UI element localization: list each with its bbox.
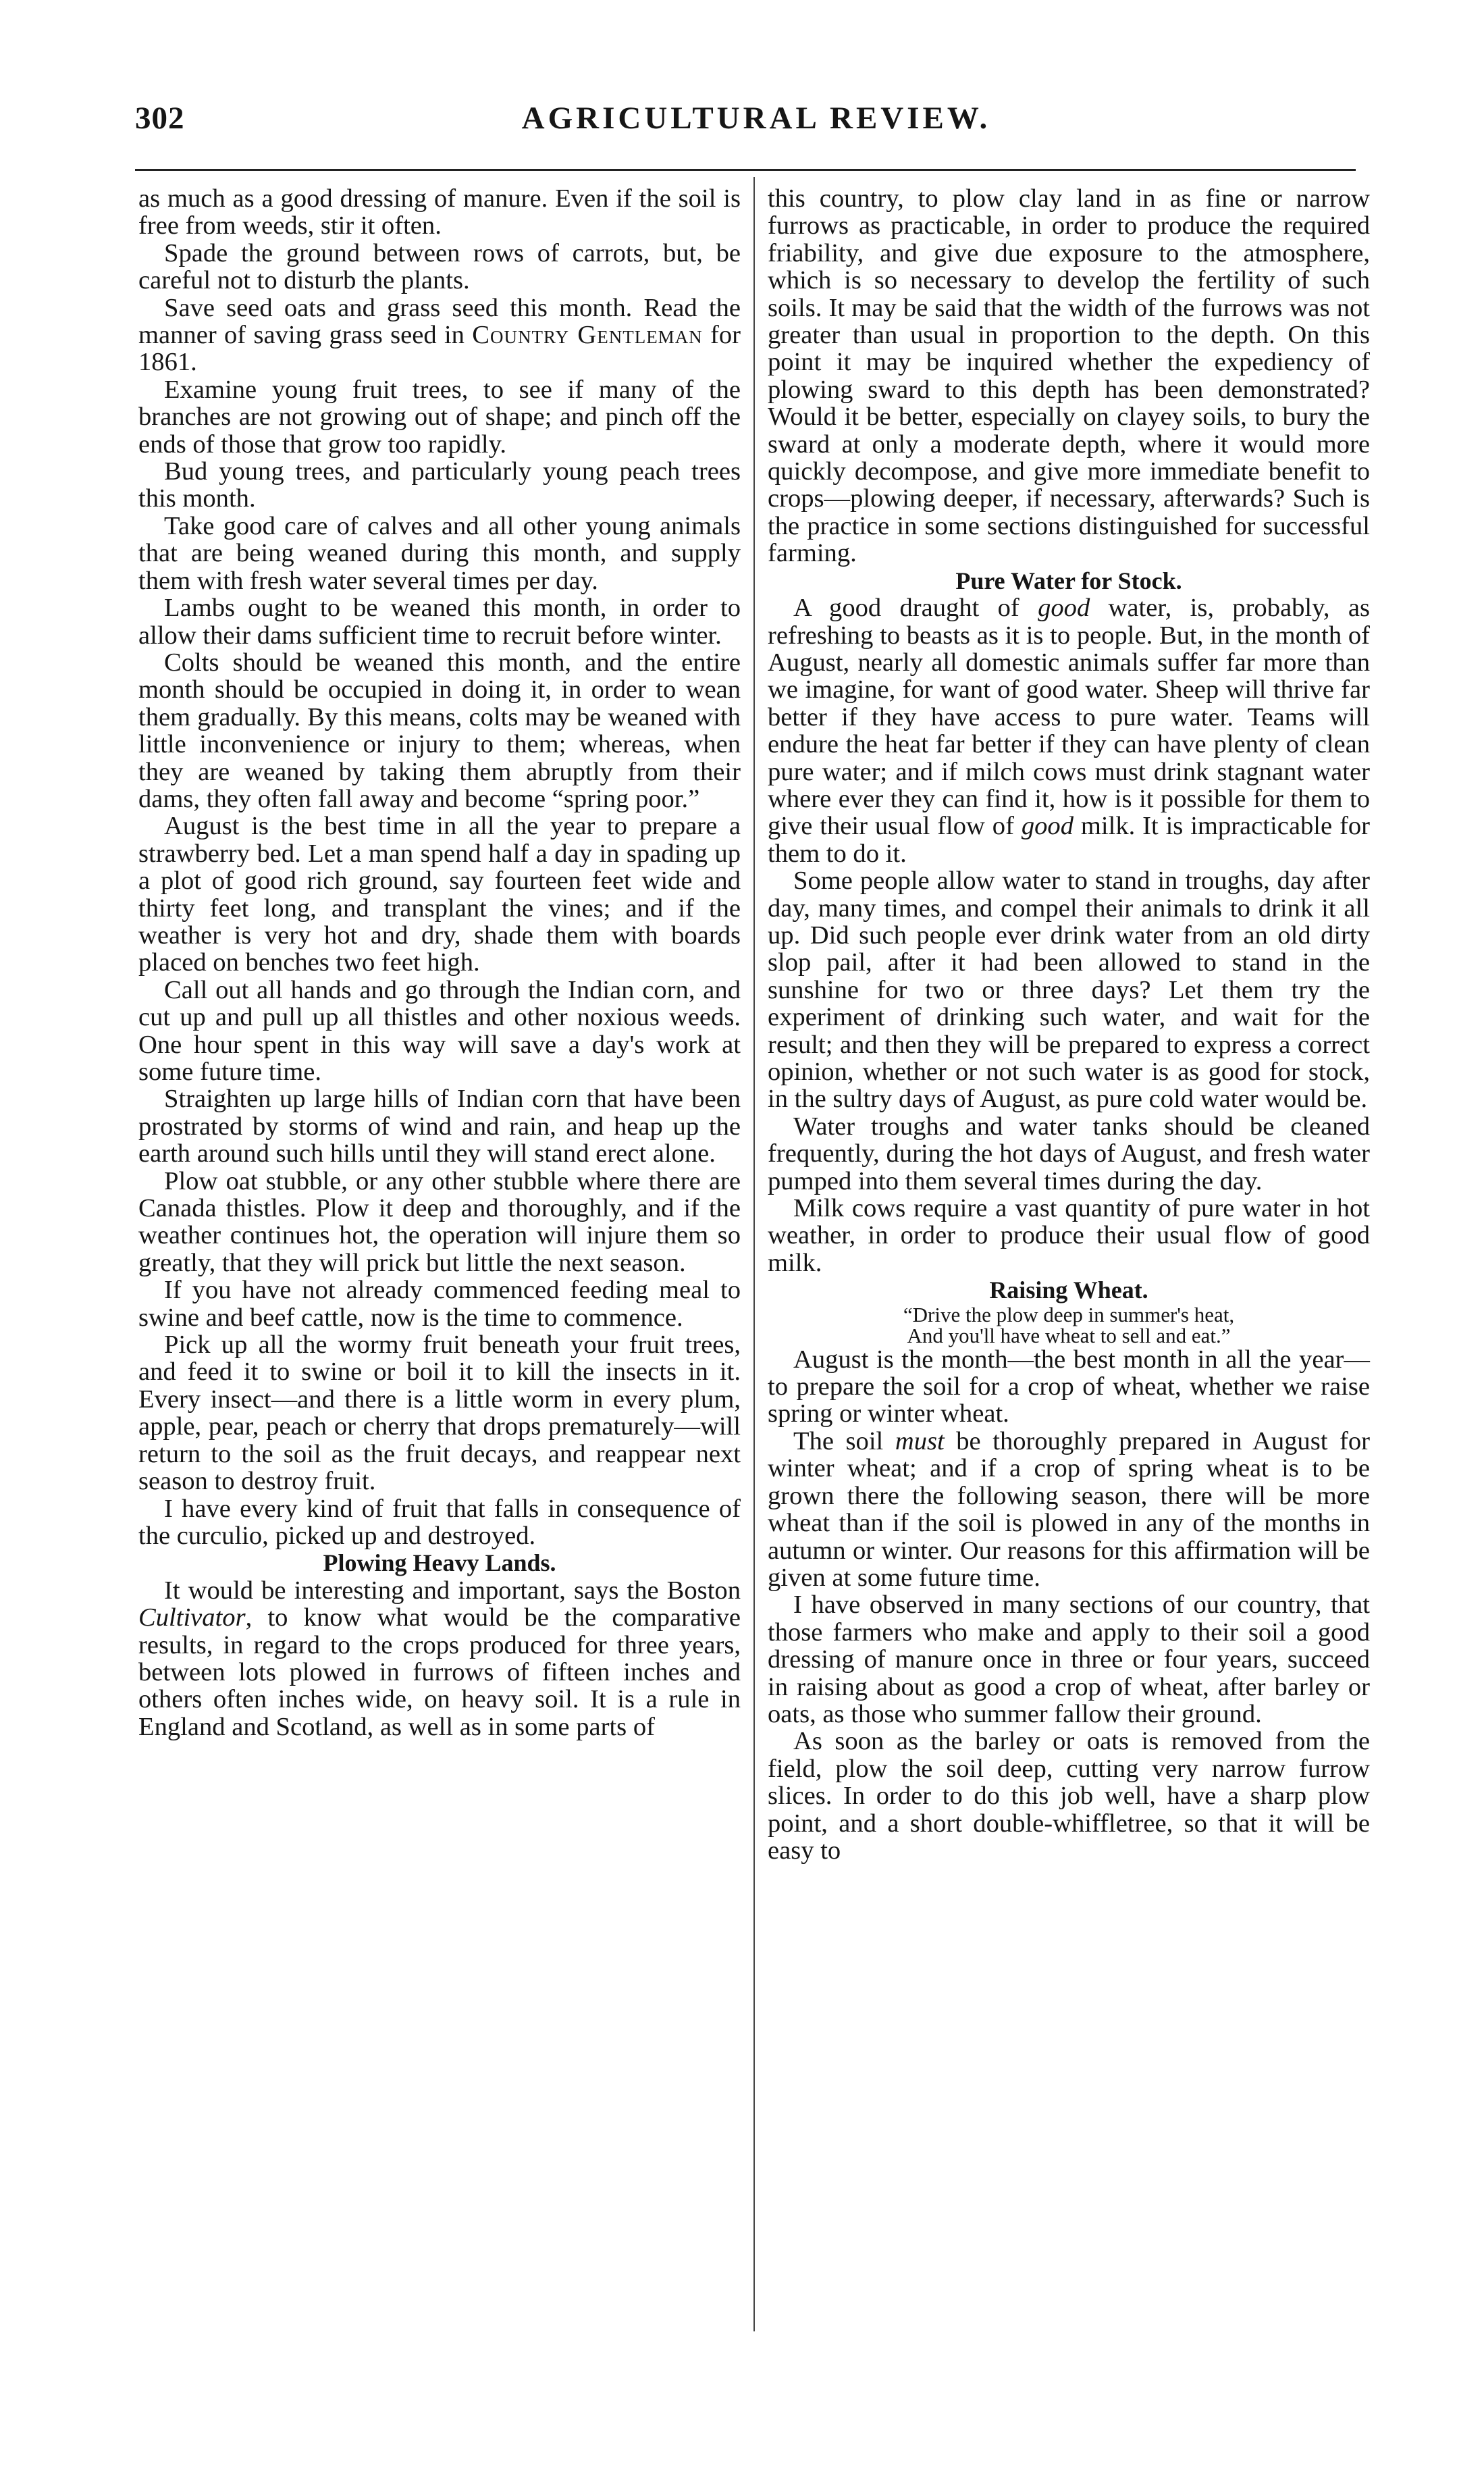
left-column xyxy=(138,185,741,1740)
publication-title: Country Gentleman xyxy=(472,321,703,350)
paragraph: Call out all hands and go through the Indian corn, and cut up and pull up all thistles and other noxious weeds. One hour spent in this way will save a day's work at some future time. xyxy=(138,975,741,1086)
section-heading-water: Pure Water for Stock. xyxy=(955,567,1182,594)
paragraph: I have every kind of fruit that falls in consequence of the curculio, picked up and destroyed. xyxy=(138,1494,741,1550)
emphasis: must xyxy=(895,1426,945,1455)
header-rule xyxy=(135,169,1356,171)
emphasis: good xyxy=(1038,594,1090,623)
publication-title: Cultivator xyxy=(138,1603,246,1632)
page-header xyxy=(135,100,1350,154)
paragraph: I have observed in many sections of our country, that those farmers who make and apply to their soil a good dressing of manure once in three or four years, succeed in raising about as good a crop of wheat, after barley or oats, as those who summer fallow their ground. xyxy=(768,1591,1370,1728)
paragraph: Examine young fruit trees, to see if many of the branches are not growing out of shape; and pinch off the ends of those that grow too rapidly. xyxy=(138,375,741,459)
paragraph-text: for 1861. xyxy=(138,321,741,377)
paragraph-text: The soil xyxy=(793,1426,895,1455)
paragraph: Straighten up large hills of Indian corn that have been prostrated by storms of wind and rain, and heap up the earth around such hills until they will stand erect alone. xyxy=(138,1085,741,1168)
emphasis: good xyxy=(1021,812,1074,841)
paragraph: Spade the ground between rows of carrots, but, be careful not to disturb the plants. xyxy=(138,238,741,295)
paragraph: Take good care of calves and all other young animals that are being weaned during this month, and supply them with fresh water several times per day. xyxy=(138,511,741,595)
running-title: AGRICULTURAL REVIEW. xyxy=(521,101,991,136)
paragraph: this country, to plow clay land in as fine or narrow furrows as practicable, in order to produce the required friability, and give due exposure to the atmosphere, which is so necessary to develop the fertility of such soils. It may be said that the width of the furrows was not greater than usual in proportion to the depth. On this point it may be inquired whether the expediency of plowing sward to this depth has been demonstrated? Would it be better, especially on clayey soils, to bury the sward at only a moderate depth, where it would more quickly decompose, and give more immediate benefit to crops—plowing deeper, if necessary, afterwards? Such is the practice in some sections distinguished for successful farming. xyxy=(768,184,1370,568)
paragraph-text: be thoroughly prepared in August for winter wheat; and if a crop of spring wheat is to be grown there the following season, there will be more wheat than if the soil is plowed in any of the months in autumn or winter. Our reasons for this affirmation will be given at some future time. xyxy=(768,1426,1370,1592)
paragraph xyxy=(138,294,741,376)
paragraph xyxy=(138,1577,741,1740)
paragraph: Colts should be weaned this month, and the entire month should be occupied in doing it, in order to wean them gradually. By this means, colts may be weaned with little inconvenience or injury to them; whereas, when they are weaned by taking them abruptly from their dams, they often fall away and become “spring poor.” xyxy=(138,648,741,813)
column-divider xyxy=(753,177,755,2331)
paragraph-text: , to know what would be the comparative results, in regard to the crops produced for three years, between lots plowed in furrows of fifteen inches and others often inches wide, on heavy soil. It is a rule in England and Scotland, as well as in some parts of xyxy=(138,1603,741,1741)
paragraph xyxy=(768,594,1370,867)
paragraph xyxy=(768,1428,1370,1591)
paragraph-text: It would be interesting and important, says the Boston xyxy=(164,1576,741,1605)
paragraph: Some people allow water to stand in troughs, day after day, many times, and compel their animals to drink it all up. Did such people ever drink water from an old dirty slop pail, after it had been allowed to stand in the sunshine for two or three days? Let them try the experiment of drinking such water, and wait for the result; and then they will be prepared to express a correct opinion, whether or not such water is as good for stock, in the sultry days of August, as pure cold water would be. xyxy=(768,867,1370,1114)
section-heading-wheat: Raising Wheat. xyxy=(989,1276,1148,1304)
paragraph: Plow oat stubble, or any other stubble where there are Canada thistles. Plow it deep and thoroughly, and if the weather continues hot, the operation will injure them so greatly, that they will prick but little the next season. xyxy=(138,1166,741,1277)
paragraph: Bud young trees, and particularly young peach trees this month. xyxy=(138,457,741,513)
paragraph-text: water, is, probably, as refreshing to beasts as it is to people. But, in the month of August, nearly all domestic animals suffer far more than we imagine, for want of good water. Sheep will thrive far better if they have access to pure water. Teams will endure the heat far better if they can have plenty of clean pure water; and if milch cows must drink stagnant water where ever they can find it, how is it possible for them to give their usual flow of xyxy=(768,594,1370,841)
right-column xyxy=(768,185,1370,1864)
paragraph: Milk cows require a vast quantity of pure water in hot weather, in order to produce their usual flow of good milk. xyxy=(768,1194,1370,1277)
epigraph-line: “Drive the plow deep in summer's heat, xyxy=(903,1302,1235,1326)
paragraph: Lambs ought to be weaned this month, in order to allow their dams sufficient time to recruit before winter. xyxy=(138,594,741,650)
paragraph: If you have not already commenced feeding meal to swine and beef cattle, now is the time to commence. xyxy=(138,1276,741,1332)
paragraph-text: milk. It is impracticable for them to do it. xyxy=(768,812,1370,868)
section-heading-plowing: Plowing Heavy Lands. xyxy=(323,1549,556,1577)
paragraph: Pick up all the wormy fruit beneath your fruit trees, and feed it to swine or boil it to kill the insects in it. Every insect—and there is a little worm in every plum, apple, pear, peach or cherry that drops prematurely—will return to the soil as the fruit decays, and reappear next season to destroy fruit. xyxy=(138,1330,741,1496)
paragraph: As soon as the barley or oats is removed from the field, plow the soil deep, cutting very narrow furrow slices. In order to do this job well, have a sharp plow point, and a short double-whiffletree, so that it will be easy to xyxy=(768,1727,1370,1865)
page-number: 302 xyxy=(135,101,185,136)
epigraph-line: And you'll have wheat to sell and eat.” xyxy=(907,1323,1231,1347)
paragraph: August is the best time in all the year to prepare a strawberry bed. Let a man spend half a day in spading up a plot of good rich ground, say fourteen feet wide and thirty feet long, and transplant the vines; and if the weather is very hot and dry, shade them with boards placed on benches two feet high. xyxy=(138,812,741,977)
paragraph: Water troughs and water tanks should be cleaned frequently, during the hot days of August, and fresh water pumped into them several times during the day. xyxy=(768,1112,1370,1195)
paragraph: as much as a good dressing of manure. Even if the soil is free from weeds, stir it often. xyxy=(138,184,741,240)
paragraph: August is the month—the best month in all the year—to prepare the soil for a crop of wheat, whether we raise spring or winter wheat. xyxy=(768,1345,1370,1428)
paragraph-text: A good draught of xyxy=(793,594,1038,623)
paragraph-text: Save seed oats and grass seed this month. Read the manner of saving grass seed in xyxy=(138,293,741,350)
